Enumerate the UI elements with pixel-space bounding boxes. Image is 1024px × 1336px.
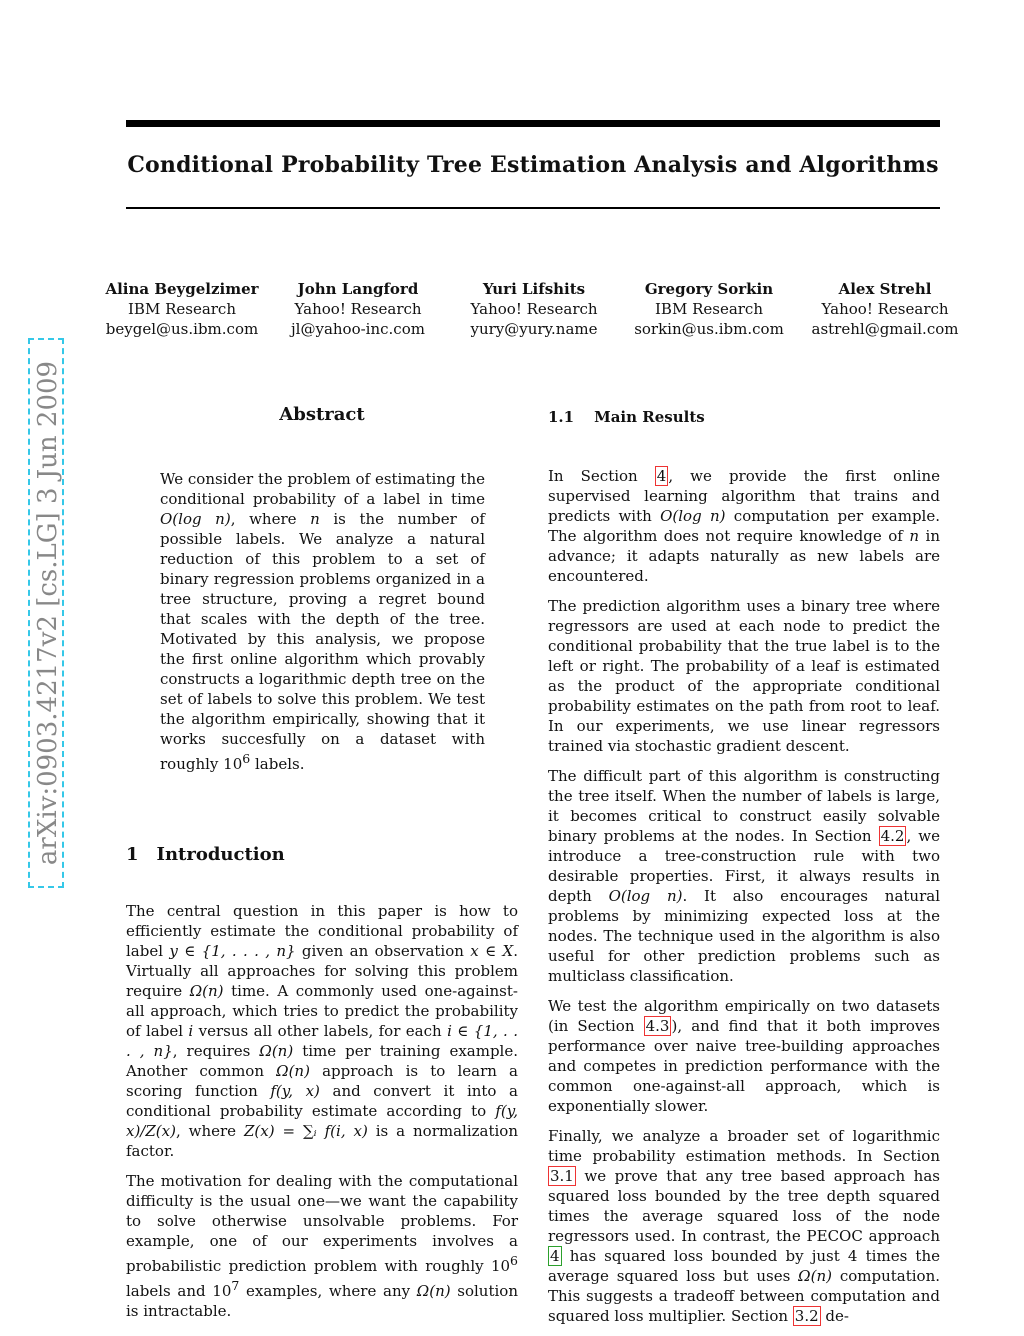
left-column [126, 400, 518, 1331]
section-ref-link[interactable]: 4.2 [880, 827, 905, 845]
author-name: John Langford [297, 280, 419, 298]
main-results-paragraph-2: The prediction algorithm uses a binary tree where regressors are used at each node to predict the conditional probability that the true label is to the left or right. The probability of a leaf is estimated as the product of the appropriate conditional probability estimates on the path from root to leaf. In our experiments, we use linear regressors trained via stochastic gradient descent. [548, 597, 940, 755]
author-affiliation: Yahoo! Research [294, 300, 422, 318]
author-name: Alex Strehl [838, 280, 932, 298]
author-4 [619, 279, 799, 339]
title-top-rule [126, 120, 940, 127]
author-email: beygel@us.ibm.com [105, 320, 259, 338]
author-email: sorkin@us.ibm.com [634, 320, 784, 338]
author-affiliation: IBM Research [655, 300, 763, 318]
introduction-heading: 1 Introduction [126, 844, 285, 865]
abstract-body: We consider the problem of estimating the conditional probability of a label in time O(log n), where n is the number of possible labels. We analyze a natural reduction of this problem to a set of binary regression problems organized in a tree structure, proving a regret bound that scales with the depth of the tree. Motivated by this analysis, we propose the first online algorithm which provably constructs a logarithmic depth tree on the set of labels to solve this problem. We test the algorithm empirically, showing that it works succesfully on a dataset with roughly $10^6$ labels. [160, 470, 485, 773]
author-name: Alina Beygelzimer [105, 280, 259, 298]
paper-title: Conditional Probability Tree Estimation Analysis and Algorithms [127, 152, 939, 178]
main-results-paragraph-3: The difficult part of this algorithm is constructing the tree itself. When the number of labels is large, it becomes critical to construct easily solvable binary problems at the nodes. In Section 4.2 , we introduce a tree-construction rule with two desirable properties. First, it always results in depth O(log n). It also encourages natural problems by minimizing expected loss at the nodes. The technique used in the algorithm is also useful for other prediction problems such as multiclass classification. [548, 767, 940, 985]
author-affiliation: IBM Research [128, 300, 236, 318]
arxiv-stamp: arXiv:0903.4217v2 [cs.LG] 3 Jun 2009 [28, 338, 64, 888]
author-2 [268, 279, 448, 339]
intro-paragraph-1: The central question in this paper is how to efficiently estimate the conditional probability of label y ∈ {1, . . . , n} given an observation x ∈ X. Virtually all approaches for solving this problem require Ω(n) time. A commonly used one-against-all approach, which tries to predict the probability of label i versus all other labels, for each i ∈ {1, . . . , n}, requires Ω(n) time per training example. Another common Ω(n) approach is to learn a scoring function f(y, x) and convert it into a conditional probability estimate according to f(y, x)/Z(x), where Z(x) = ∑ᵢ f(i, x) is a normalization factor. [126, 902, 519, 1160]
main-results-paragraph-4: We test the algorithm empirically on two datasets (in Section 4.3 ), and find that it both improves performance over naive tree-building approaches and competes in prediction performance with the common one-against-all approach, which is exponentially slower. [548, 997, 940, 1115]
section-ref-link[interactable]: 4 [656, 467, 667, 485]
author-name: Yuri Lifshits [482, 280, 586, 298]
author-affiliation: Yahoo! Research [470, 300, 598, 318]
main-results-paragraph-1: In Section 4 , we provide the first online supervised learning algorithm that trains and predicts with O(log n) computation per example. The algorithm does not require knowledge of n in advance; it adapts naturally as new labels are encountered. [548, 467, 940, 585]
author-block [96, 279, 976, 349]
author-5 [795, 279, 975, 339]
section-ref-link[interactable]: 3.1 [550, 1167, 574, 1185]
author-1 [92, 279, 272, 339]
intro-paragraph-2: The motivation for dealing with the computational difficulty is the usual one—we want the capability to solve otherwise unsolvable problems. For example, one of our experiments involves a probabilistic prediction problem with roughly $10^6$ labels and $10^7$ examples, where any Ω(n) solution is intractable. [126, 1172, 518, 1320]
author-email: astrehl@gmail.com [811, 320, 959, 338]
section-ref-link[interactable]: 4.3 [645, 1017, 670, 1035]
title-bottom-rule [126, 207, 940, 209]
author-affiliation: Yahoo! Research [821, 300, 949, 318]
main-results-heading: 1.1 Main Results [548, 408, 705, 426]
author-email: jl@yahoo-inc.com [291, 320, 425, 338]
right-column [548, 400, 940, 1336]
author-email: yury@yury.name [470, 320, 598, 338]
section-ref-link[interactable]: 3.2 [794, 1307, 819, 1325]
author-3 [444, 279, 624, 339]
main-results-paragraph-5: Finally, we analyze a broader set of logarithmic time probability estimation methods. In Section 3.1 we prove that any tree based approach has squared loss bounded by the tree depth squared times the average squared loss of the node regressors used. In contrast, the PECOC approach 4 has squared loss bounded by just 4 times the average squared loss but uses Ω(n) computation. This suggests a tradeoff between computation and squared loss multiplier. Section 3.2 de- [548, 1127, 940, 1325]
abstract-heading: Abstract [279, 404, 365, 425]
author-name: Gregory Sorkin [644, 280, 774, 298]
citation-link[interactable]: 4 [550, 1247, 560, 1265]
